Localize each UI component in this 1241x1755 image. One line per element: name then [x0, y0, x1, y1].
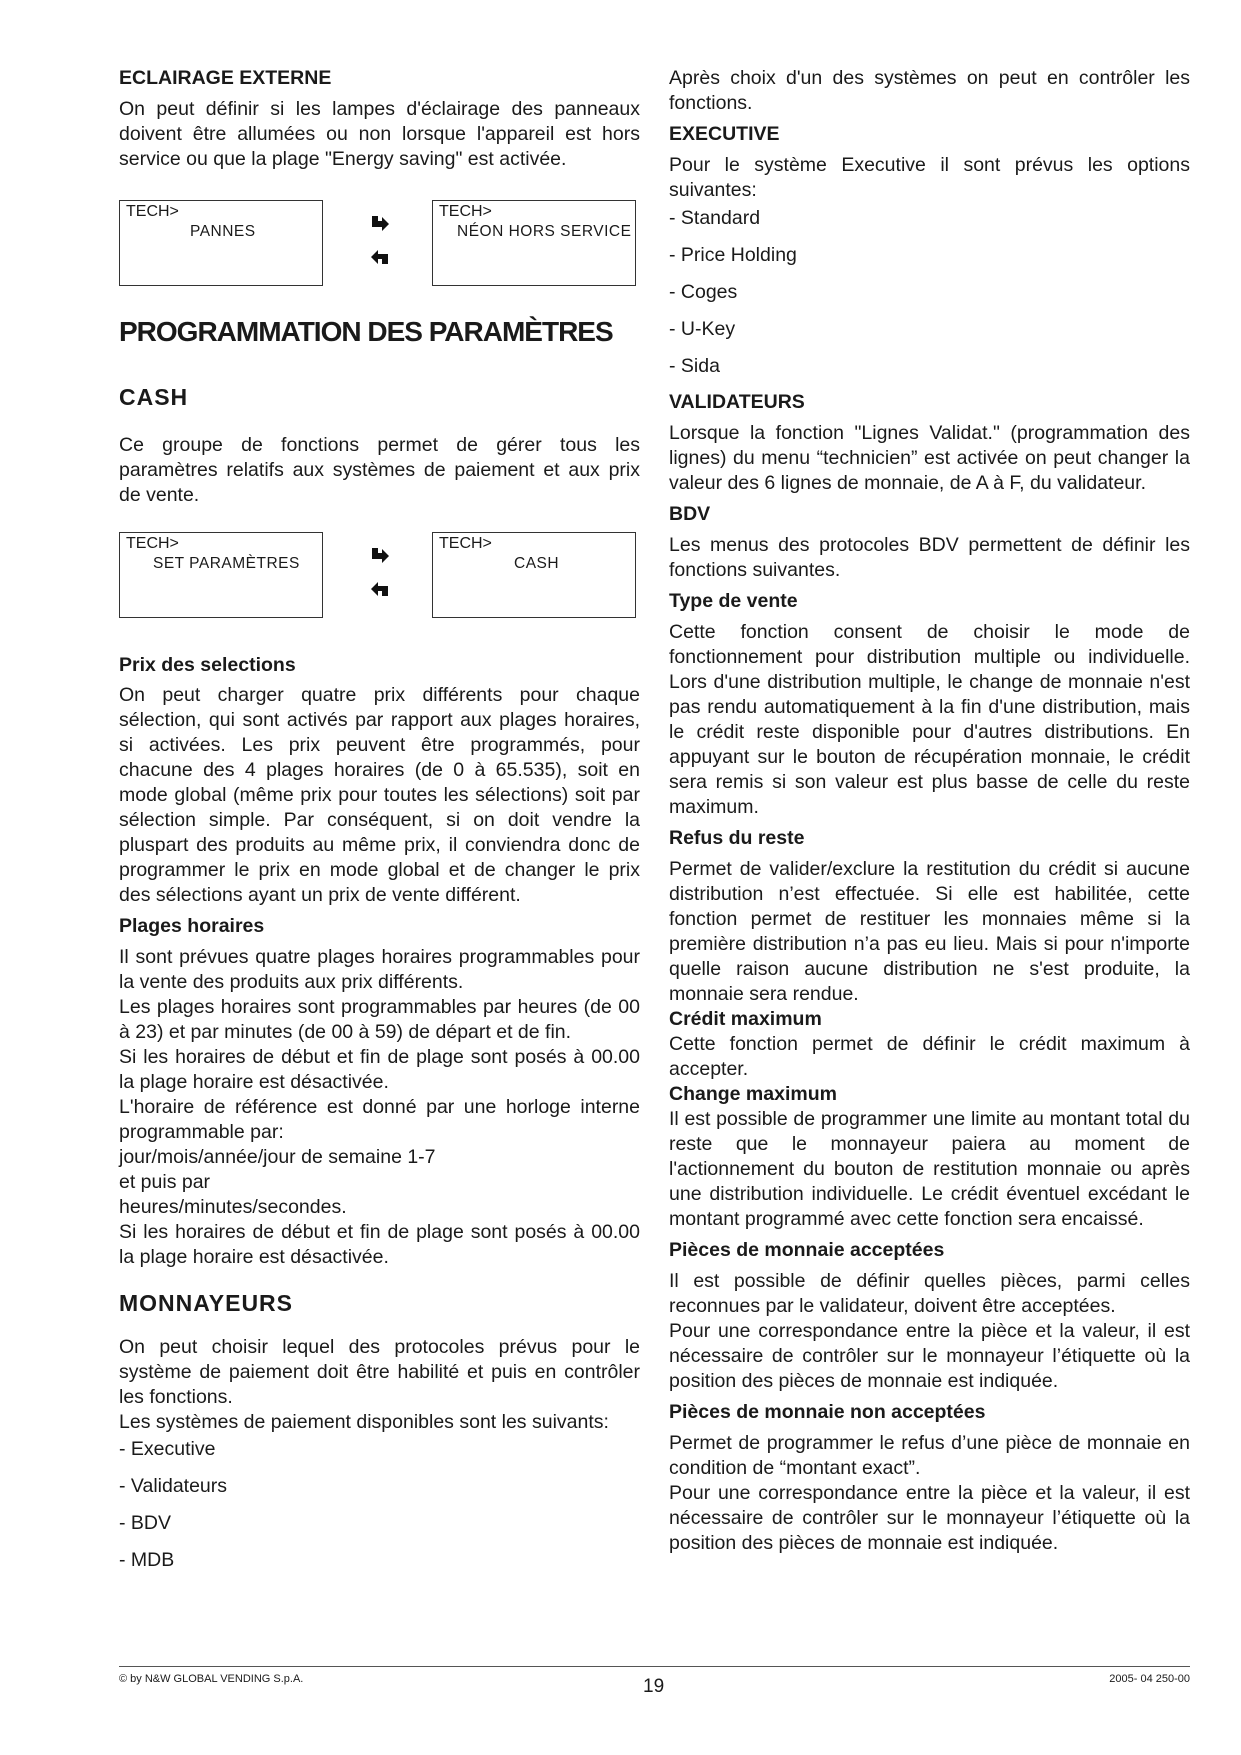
cash-text: Ce groupe de fonctions permet de gérer tous les paramètres relatifs aux systèmes de paiement et aux prix de vente.: [119, 434, 640, 506]
pieces-acceptees-text: Il est possible de définir quelles pièces, parmi celles reconnues par le validateur, doivent être acceptées.: [669, 1270, 1190, 1317]
tech-menu-cash: [119, 532, 640, 618]
pieces-non-acceptees-text: Permet de programmer le refus d’une pièce de monnaie en condition de “montant exact”.: [669, 1432, 1190, 1479]
footer-copyright: © by N&W GLOBAL VENDING S.p.A.: [119, 1673, 304, 1685]
pieces-acceptees-text: Pour une correspondance entre la pièce et la valeur, il est nécessaire de contrôler sur le monnayeur l’étiquette où la position des pièces de monnaie est indiquée.: [669, 1320, 1190, 1392]
eclairage-title: ECLAIRAGE EXTERNE: [119, 67, 332, 89]
pieces-non-acceptees-text: Pour une correspondance entre la pièce et la valeur, il est nécessaire de contrôler sur le monnayeur l’étiquette où la position des pièces de monnaie est indiquée.: [669, 1482, 1190, 1554]
tech-display-left: TECH> PANNES: [119, 200, 323, 286]
validateurs-text: Lorsque la fonction "Lignes Validat." (programmation des lignes) du menu “technicien” est activée on peut changer la valeur des 6 lignes de monnaie, de A à F, du validateur.: [669, 422, 1190, 494]
plages-text: L'horaire de référence est donné par une horloge interne programmable par:: [119, 1096, 640, 1143]
left-column: [119, 66, 640, 1573]
tech-display-right: TECH> CASH: [432, 532, 636, 618]
navigation-arrows: [369, 544, 391, 600]
list-item: - Standard: [669, 207, 761, 229]
prix-title: Prix des selections: [119, 654, 296, 676]
intro-text: Après choix d'un des systèmes on peut en contrôler les fonctions.: [669, 67, 1190, 114]
credit-text: Cette fonction permet de définir le crédit maximum à accepter.: [669, 1033, 1190, 1080]
footer-document-code: 2005- 04 250-00: [1109, 1673, 1190, 1685]
footer-divider: [119, 1666, 1190, 1667]
plages-text: jour/mois/année/jour de semaine 1-7: [119, 1146, 436, 1168]
navigation-arrows: [369, 212, 391, 268]
tech-menu-pannes: [119, 200, 640, 286]
list-item: - Executive: [119, 1438, 216, 1460]
bdv-text: Les menus des protocoles BDV permettent de définir les fonctions suivantes.: [669, 534, 1190, 581]
refus-title: Refus du reste: [669, 827, 805, 849]
arrow-left-icon: [369, 246, 391, 268]
arrow-left-icon: [369, 578, 391, 600]
pieces-non-acceptees-title: Pièces de monnaie non acceptées: [669, 1401, 986, 1423]
monnayeurs-title: MONNAYEURS: [119, 1290, 294, 1316]
list-item: - U-Key: [669, 318, 736, 340]
list-item: - BDV: [119, 1512, 172, 1534]
validateurs-title: VALIDATEURS: [669, 391, 805, 413]
change-text: Il est possible de programmer une limite au montant total du reste que le monnayeur paiera au moment de l'actionnement du bouton de restitution monnaie ou après une distribution individuelle. Le crédit éventuel excédant le montant programmé avec cette fonction sera encaissé.: [669, 1108, 1190, 1230]
plages-title: Plages horaires: [119, 915, 265, 937]
monnayeurs-text: Les systèmes de paiement disponibles sont les suivants:: [119, 1411, 609, 1433]
list-item: - Price Holding: [669, 244, 797, 266]
bdv-title: BDV: [669, 503, 711, 525]
prix-text: On peut charger quatre prix différents pour chaque sélection, qui sont activés par rapport aux plages horaires, si activées. Les prix peuvent être programmés, pour chacune des 4 plages horaires (de 0 à 65.535), soit en mode global (même prix pour toutes les sélections) soit par sélection simple. Par conséquent, si on doit vendre la pluspart des produits au même prix, il conviendra donc de programmer le prix en mode global et de changer le prix des sélections ayant un prix de vente différent.: [119, 684, 640, 906]
eclairage-text: On peut définir si les lampes d'éclairage des panneaux doivent être allumées ou non lorsque l'appareil est hors service ou que la plage "Energy saving" est activée.: [119, 98, 640, 170]
credit-title: Crédit maximum: [669, 1008, 822, 1030]
tech-display-right: TECH> NÉON HORS SERVICE: [432, 200, 636, 286]
arrow-right-icon: [369, 544, 391, 566]
plages-text: Si les horaires de début et fin de plage sont posés à 00.00 la plage horaire est désactivée.: [119, 1221, 640, 1268]
list-item: - MDB: [119, 1549, 175, 1571]
plages-text: Les plages horaires sont programmables par heures (de 00 à 23) et par minutes (de 00 à 59) de départ et de fin.: [119, 996, 640, 1043]
plages-text: et puis par: [119, 1171, 211, 1193]
monnayeurs-text: On peut choisir lequel des protocoles prévus pour le système de paiement doit être habilité et puis en contrôler les fonctions.: [119, 1336, 640, 1408]
arrow-right-icon: [369, 212, 391, 234]
list-item: - Validateurs: [119, 1475, 228, 1497]
type-vente-text: Cette fonction consent de choisir le mode de fonctionnement pour distribution multiple ou individuelle. Lors d'une distribution multiple, le change de monnaie n'est pas rendu automatiquement à la fin d'une distribution, mais le crédit reste disponible pour d'autres distributions. En appuyant sur le bouton de récupération monnaie, le crédit sera remis si son valeur est plus basse de celle du reste maximum.: [669, 621, 1190, 818]
change-title: Change maximum: [669, 1083, 837, 1105]
list-item: - Sida: [669, 355, 720, 377]
page-number: 19: [643, 1676, 665, 1697]
plages-text: Si les horaires de début et fin de plage sont posés à 00.00 la plage horaire est désactivée.: [119, 1046, 640, 1093]
plages-text: heures/minutes/secondes.: [119, 1196, 347, 1218]
executive-title: EXECUTIVE: [669, 123, 780, 145]
tech-display-left: TECH> SET PARAMÈTRES: [119, 532, 323, 618]
main-section-title: PROGRAMMATION DES PARAMÈTRES: [119, 316, 613, 347]
pieces-acceptees-title: Pièces de monnaie acceptées: [669, 1239, 945, 1261]
executive-text: Pour le système Executive il sont prévus les options suivantes:: [669, 154, 1190, 201]
list-item: - Coges: [669, 281, 738, 303]
type-vente-title: Type de vente: [669, 590, 798, 612]
right-column: [669, 66, 1190, 1556]
plages-text: Il sont prévues quatre plages horaires programmables pour la vente des produits aux prix différents.: [119, 946, 640, 993]
cash-title: CASH: [119, 384, 189, 410]
refus-text: Permet de valider/exclure la restitution du crédit si aucune distribution n’est effectuée. Si elle est habilitée, cette fonction permet de restituer les monnaies même si la première distribution n’a pas eu lieu. Mais si pour n'importe quelle raison aucune distribution ne s'est produite, la monnaie sera rendue.: [669, 858, 1190, 1005]
